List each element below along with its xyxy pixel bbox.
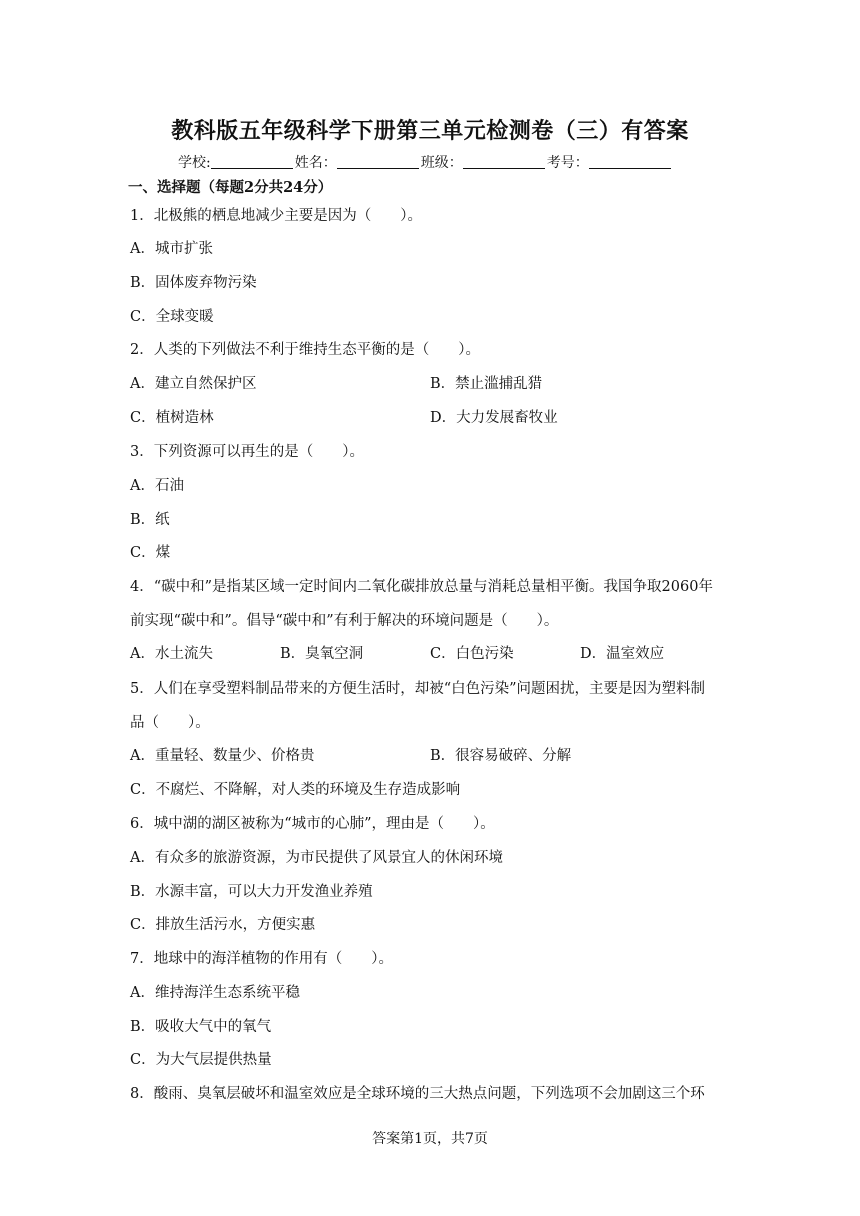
class-label: 班级： [420,155,463,171]
question-6-option-a: A．有众多的旅游资源，为市民提供了风景宜人的休闲环境 [130,850,503,866]
question-2-option-a: A．建立自然保护区 [130,376,257,392]
section-heading: 一、选择题（每题2分共24分） [128,179,333,196]
question-4-stem-line-2: 前实现“碳中和”。倡导“碳中和”有利于解决的环境问题是（ ）。 [130,613,559,629]
question-6-option-b: B．水源丰富，可以大力开发渔业养殖 [130,884,373,900]
question-6-stem: 6．城中湖的湖区被称为“城市的心肺”，理由是（ ）。 [130,816,495,832]
exam-number-blank[interactable] [589,154,671,169]
question-4-stem-line-1: 4．“碳中和”是指某区域一定时间内二氧化碳排放总量与消耗总量相平衡。我国争取2060年 [130,579,713,595]
name-blank[interactable] [337,154,419,169]
question-5-stem-line-1: 5．人们在享受塑料制品带来的方便生活时，却被“白色污染”问题困扰，主要是因为塑料制 [130,681,706,697]
question-4-option-d: D．温室效应 [580,646,665,662]
question-7-stem: 7．地球中的海洋植物的作用有（ ）。 [130,951,393,967]
question-2-option-d: D．大力发展畜牧业 [430,410,558,426]
name-label: 姓名： [294,155,337,171]
question-7-option-c: C．为大气层提供热量 [130,1052,272,1068]
question-6-option-c: C．排放生活污水，方便实惠 [130,917,316,933]
question-5-option-c: C．不腐烂、不降解，对人类的环境及生存造成影响 [130,782,461,798]
question-2-stem: 2．人类的下列做法不利于维持生态平衡的是（ ）。 [130,342,480,358]
question-1-option-c: C．全球变暖 [130,309,214,325]
school-blank[interactable] [211,154,293,169]
question-5-option-b: B．很容易破碎、分解 [430,748,572,764]
question-4-option-a: A．水土流失 [130,646,213,662]
question-4-option-c: C．白色污染 [430,646,514,662]
question-7-option-a: A．维持海洋生态系统平稳 [130,985,300,1001]
question-1-option-b: B．固体废弃物污染 [130,275,257,291]
question-1-option-a: A．城市扩张 [130,241,213,257]
page-footer: 答案第1页，共7页 [372,1131,488,1147]
question-3-option-b: B．纸 [130,512,170,528]
question-2-option-b: B．禁止滥捕乱猎 [430,376,543,392]
class-blank[interactable] [463,154,545,169]
question-4-option-b: B．臭氧空洞 [280,646,364,662]
question-1-stem: 1．北极熊的栖息地减少主要是因为（ ）。 [130,208,422,224]
question-3-stem: 3．下列资源可以再生的是（ ）。 [130,444,364,460]
question-7-option-b: B．吸收大气中的氧气 [130,1019,272,1035]
question-2-option-c: C．植树造林 [130,410,214,426]
school-label: 学校: [178,155,211,171]
exam-number-label: 考号： [546,155,589,171]
student-info-line [178,152,673,172]
question-3-option-c: C．煤 [130,545,171,561]
question-8-stem: 8．酸雨、臭氧层破坏和温室效应是全球环境的三大热点问题，下列选项不会加剧这三个环 [130,1086,705,1102]
exam-title: 教科版五年级科学下册第三单元检测卷（三）有答案 [171,118,689,144]
question-5-stem-line-2: 品（ ）。 [130,715,210,731]
question-5-option-a: A．重量轻、数量少、价格贵 [130,748,315,764]
question-3-option-a: A．石油 [130,478,184,494]
